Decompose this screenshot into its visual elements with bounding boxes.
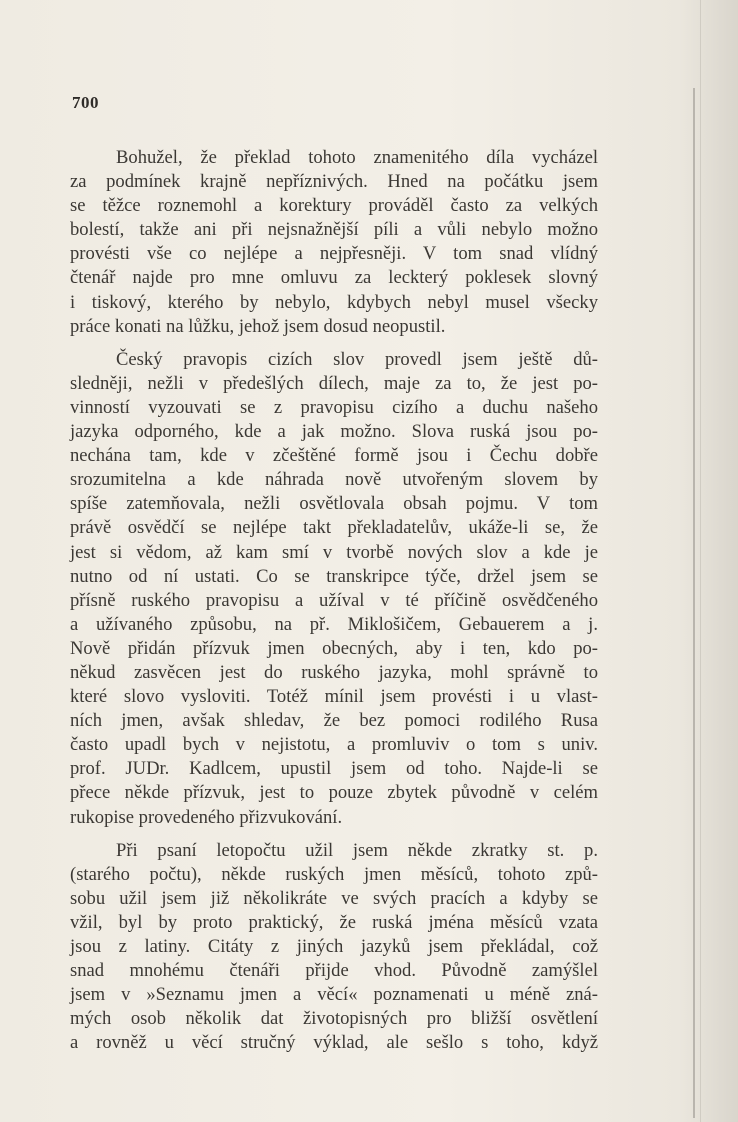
text-line: mých osob několik dat životopisných pro bližší osvětlení [70,1008,598,1030]
text-line: i tiskový, kterého by nebylo, kdybych nebyl musel všecky [70,291,598,313]
text-line: ních jmen, avšak shledav, že bez pomoci rodilého Rusa [70,710,598,732]
paragraph-1 [70,146,598,339]
text-line: sledněji, nežli v předešlých dílech, maje za to, že jest po- [70,372,598,394]
text-line: provésti vše co nejlépe a nejpřesněji. V tom snad vlídný [70,243,598,265]
text-line: jazyka odporného, kde a jak možno. Slova ruská jsou po- [70,421,598,443]
text-line: často upadl bych v nejistotu, a promluviv o tom s univ. [70,734,598,756]
text-line: bolestí, takže ani při nejsnažnější píli a vůli nebylo možno [70,219,598,241]
page-number: 700 [72,93,99,112]
text-line: nechána tam, kde v zčeštěné formě jsou i Čechu dobře [70,445,598,467]
text-line: sobu užil jsem již několikráte ve svých pracích a kdyby se [70,887,598,909]
text-line: práce konati na lůžku, jehož jsem dosud neopustil. [70,315,446,337]
text-line: spíše zatemňovala, nežli osvětlovala obsah pojmu. V tom [70,493,598,515]
binding-edge-line [700,0,701,1122]
text-line: čtenář najde pro mne omluvu za leckterý poklesek slovný [70,267,598,289]
binding-shadow-line [693,88,695,1118]
text-line: jsem v »Seznamu jmen a věcí« poznamenati u méně zná- [70,984,598,1006]
text-line: Český pravopis cizích slov provedl jsem ještě dů- [116,348,598,370]
text-line: vžil, byl by proto praktický, že ruská jména měsíců vzata [70,911,598,933]
paragraph-3 [70,839,598,1056]
text-line: Při psaní letopočtu užil jsem někde zkratky st. p. [116,839,598,861]
text-line: a užívaného způsobu, na př. Miklošičem, Gebauerem a j. [70,613,598,635]
text-line: prof. JUDr. Kadlcem, upustil jsem od toho. Najde-li se [70,758,598,780]
text-line: se těžce roznemohl a korektury prováděl často za velkých [70,195,598,217]
text-line: přece někde přízvuk, jest to pouze zbytek původně v celém [70,782,598,804]
text-line: a rovněž u věcí stručný výklad, ale sešlo s toho, když [70,1032,598,1054]
text-line: které slovo vysloviti. Totéž mínil jsem provésti i u vlast- [70,686,598,708]
text-line: přísně ruského pravopisu a užíval v té příčině osvědčeného [70,589,598,611]
text-line: snad mnohému čtenáři přijde vhod. Původně zamýšlel [70,960,598,982]
text-line: jest si vědom, až kam smí v tvorbě nových slov a kde je [70,541,598,563]
text-line: jsou z latiny. Citáty z jiných jazyků jsem překládal, což [70,936,598,957]
body-text [70,146,598,1055]
text-line: právě osvědčí se nejlépe takt překladatelův, ukáže-li se, že [70,517,598,539]
text-line: Bohužel, že překlad tohoto znamenitého díla vycházel [116,147,598,168]
text-line: Nově přidán přízvuk jmen obecných, aby i ten, kdo po- [70,637,598,659]
text-line: srozumitelna a kde náhrada nově utvořeným slovem by [70,469,598,491]
text-line: za podmínek krajně nepříznivých. Hned na počátku jsem [70,171,598,193]
text-line: vinností vyzouvati se z pravopisu cizího a duchu našeho [70,396,598,418]
text-line: nutno od ní ustati. Co se transkripce týče, držel jsem se [70,565,598,587]
paragraph-2 [70,348,598,830]
text-line: někud zasvěcen jest do ruského jazyka, mohl správně to [70,661,598,683]
text-line: (starého počtu), někde ruských jmen měsíců, tohoto způ- [70,863,598,885]
text-line: rukopise provedeného přizvukování. [70,806,343,828]
